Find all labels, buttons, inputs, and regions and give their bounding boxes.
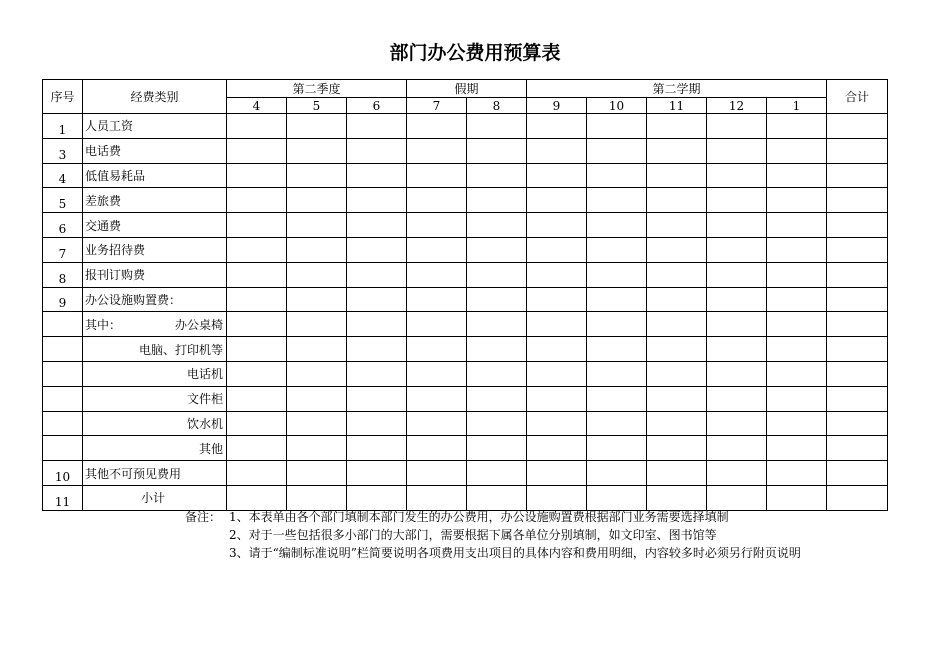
amount-cell[interactable] bbox=[587, 312, 647, 337]
amount-cell[interactable] bbox=[407, 188, 467, 213]
amount-cell[interactable] bbox=[767, 188, 827, 213]
amount-cell[interactable] bbox=[467, 287, 527, 312]
amount-cell[interactable] bbox=[407, 361, 467, 386]
group-header-semester: 第二学期 bbox=[527, 80, 827, 98]
amount-cell[interactable] bbox=[767, 337, 827, 362]
amount-cell[interactable] bbox=[227, 213, 287, 238]
amount-cell[interactable] bbox=[347, 138, 407, 163]
amount-cell[interactable] bbox=[407, 436, 467, 461]
month-header: 5 bbox=[287, 98, 347, 114]
amount-cell[interactable] bbox=[467, 386, 527, 411]
amount-cell[interactable] bbox=[767, 361, 827, 386]
amount-cell[interactable] bbox=[227, 237, 287, 262]
amount-cell[interactable] bbox=[707, 188, 767, 213]
row-label: 其他不可预见费用 bbox=[83, 461, 227, 486]
amount-cell[interactable] bbox=[527, 138, 587, 163]
notes-label: 备注： bbox=[185, 510, 222, 524]
table-row bbox=[43, 213, 888, 238]
row-number: 7 bbox=[43, 237, 83, 262]
amount-cell[interactable] bbox=[587, 436, 647, 461]
category-header: 经费类别 bbox=[83, 80, 227, 114]
amount-cell[interactable] bbox=[287, 361, 347, 386]
amount-cell[interactable] bbox=[287, 411, 347, 436]
amount-cell[interactable] bbox=[287, 262, 347, 287]
amount-cell[interactable] bbox=[587, 262, 647, 287]
amount-cell[interactable] bbox=[347, 485, 407, 510]
amount-cell[interactable] bbox=[227, 312, 287, 337]
row-number bbox=[43, 411, 83, 436]
amount-cell[interactable] bbox=[287, 237, 347, 262]
amount-cell[interactable] bbox=[347, 361, 407, 386]
amount-cell[interactable] bbox=[347, 287, 407, 312]
row-label: 电话费 bbox=[83, 138, 227, 163]
row-label: 交通费 bbox=[83, 213, 227, 238]
month-header: 6 bbox=[347, 98, 407, 114]
amount-cell[interactable] bbox=[227, 287, 287, 312]
amount-cell[interactable] bbox=[707, 237, 767, 262]
amount-cell[interactable] bbox=[707, 312, 767, 337]
row-number: 6 bbox=[43, 213, 83, 238]
amount-cell[interactable] bbox=[227, 188, 287, 213]
row-label: 人员工资 bbox=[83, 114, 227, 139]
row-number bbox=[43, 386, 83, 411]
row-label bbox=[83, 312, 227, 337]
amount-cell[interactable] bbox=[407, 262, 467, 287]
amount-cell[interactable] bbox=[647, 213, 707, 238]
amount-cell[interactable] bbox=[407, 386, 467, 411]
amount-cell[interactable] bbox=[227, 361, 287, 386]
amount-cell[interactable] bbox=[227, 411, 287, 436]
row-number: 4 bbox=[43, 163, 83, 188]
amount-cell[interactable] bbox=[347, 262, 407, 287]
amount-cell[interactable] bbox=[347, 436, 407, 461]
table-row bbox=[43, 386, 888, 411]
table-row bbox=[43, 138, 888, 163]
amount-cell[interactable] bbox=[407, 138, 467, 163]
row-prefix: 其中： bbox=[85, 317, 122, 332]
row-number: 1 bbox=[43, 114, 83, 139]
amount-cell[interactable] bbox=[647, 188, 707, 213]
amount-cell[interactable] bbox=[587, 114, 647, 139]
group-header-q2: 第二季度 bbox=[227, 80, 407, 98]
month-header: 9 bbox=[527, 98, 587, 114]
amount-cell[interactable] bbox=[707, 163, 767, 188]
amount-cell[interactable] bbox=[707, 436, 767, 461]
amount-cell[interactable] bbox=[227, 436, 287, 461]
amount-cell[interactable] bbox=[587, 163, 647, 188]
total-cell[interactable] bbox=[827, 262, 888, 287]
amount-cell[interactable] bbox=[767, 461, 827, 486]
amount-cell[interactable] bbox=[347, 411, 407, 436]
amount-cell[interactable] bbox=[407, 337, 467, 362]
table-row bbox=[43, 262, 888, 287]
table-row bbox=[43, 237, 888, 262]
amount-cell[interactable] bbox=[767, 138, 827, 163]
amount-cell[interactable] bbox=[407, 485, 467, 510]
row-number: 8 bbox=[43, 262, 83, 287]
amount-cell[interactable] bbox=[767, 312, 827, 337]
page-title: 部门办公费用预算表 bbox=[389, 42, 561, 64]
month-header: 4 bbox=[227, 98, 287, 114]
amount-cell[interactable] bbox=[587, 287, 647, 312]
amount-cell[interactable] bbox=[647, 337, 707, 362]
amount-cell[interactable] bbox=[587, 213, 647, 238]
row-label: 差旅费 bbox=[83, 188, 227, 213]
amount-cell[interactable] bbox=[347, 237, 407, 262]
amount-cell[interactable] bbox=[647, 138, 707, 163]
table-row bbox=[43, 411, 888, 436]
amount-cell[interactable] bbox=[767, 213, 827, 238]
amount-cell[interactable] bbox=[527, 337, 587, 362]
row-label: 文件柜 bbox=[83, 386, 227, 411]
total-cell[interactable] bbox=[827, 337, 888, 362]
amount-cell[interactable] bbox=[707, 337, 767, 362]
amount-cell[interactable] bbox=[527, 188, 587, 213]
amount-cell[interactable] bbox=[467, 436, 527, 461]
total-cell[interactable] bbox=[827, 386, 888, 411]
amount-cell[interactable] bbox=[527, 287, 587, 312]
amount-cell[interactable] bbox=[767, 114, 827, 139]
table-row bbox=[43, 114, 888, 139]
month-header: 8 bbox=[467, 98, 527, 114]
total-cell[interactable] bbox=[827, 361, 888, 386]
table-row bbox=[43, 163, 888, 188]
total-header: 合计 bbox=[827, 80, 888, 114]
amount-cell[interactable] bbox=[467, 485, 527, 510]
amount-cell[interactable] bbox=[647, 411, 707, 436]
amount-cell[interactable] bbox=[467, 213, 527, 238]
amount-cell[interactable] bbox=[287, 485, 347, 510]
amount-cell[interactable] bbox=[527, 262, 587, 287]
table-row bbox=[43, 461, 888, 486]
amount-cell[interactable] bbox=[707, 461, 767, 486]
amount-cell[interactable] bbox=[587, 188, 647, 213]
row-label: 电脑、打印机等 bbox=[83, 337, 227, 362]
amount-cell[interactable] bbox=[527, 361, 587, 386]
notes bbox=[185, 508, 801, 562]
amount-cell[interactable] bbox=[347, 386, 407, 411]
amount-cell[interactable] bbox=[287, 213, 347, 238]
group-header-holiday: 假期 bbox=[407, 80, 527, 98]
note-line: 2、对于一些包括很多小部门的大部门，需要根据下属各单位分别填制，如文印室、图书馆等 bbox=[229, 528, 717, 542]
month-header: 11 bbox=[647, 98, 707, 114]
amount-cell[interactable] bbox=[347, 213, 407, 238]
row-label: 业务招待费 bbox=[83, 237, 227, 262]
amount-cell[interactable] bbox=[467, 337, 527, 362]
month-header: 7 bbox=[407, 98, 467, 114]
amount-cell[interactable] bbox=[587, 386, 647, 411]
amount-cell[interactable] bbox=[467, 138, 527, 163]
row-label: 其他 bbox=[83, 436, 227, 461]
amount-cell[interactable] bbox=[707, 114, 767, 139]
amount-cell[interactable] bbox=[527, 411, 587, 436]
amount-cell[interactable] bbox=[767, 163, 827, 188]
amount-cell[interactable] bbox=[527, 436, 587, 461]
row-label: 报刊订购费 bbox=[83, 262, 227, 287]
total-cell[interactable] bbox=[827, 138, 888, 163]
amount-cell[interactable] bbox=[287, 337, 347, 362]
amount-cell[interactable] bbox=[467, 262, 527, 287]
table-row bbox=[43, 188, 888, 213]
amount-cell[interactable] bbox=[227, 262, 287, 287]
row-number: 10 bbox=[43, 461, 83, 486]
amount-cell[interactable] bbox=[587, 361, 647, 386]
amount-cell[interactable] bbox=[287, 163, 347, 188]
table-row bbox=[43, 287, 888, 312]
amount-cell[interactable] bbox=[467, 361, 527, 386]
total-cell[interactable] bbox=[827, 485, 888, 510]
amount-cell[interactable] bbox=[767, 262, 827, 287]
amount-cell[interactable] bbox=[227, 138, 287, 163]
amount-cell[interactable] bbox=[407, 461, 467, 486]
row-label-text: 办公桌椅 bbox=[174, 317, 223, 332]
row-number bbox=[43, 312, 83, 337]
budget-table bbox=[42, 79, 888, 511]
amount-cell[interactable] bbox=[227, 114, 287, 139]
amount-cell[interactable] bbox=[467, 237, 527, 262]
row-number bbox=[43, 361, 83, 386]
total-cell[interactable] bbox=[827, 287, 888, 312]
table-row bbox=[43, 337, 888, 362]
amount-cell[interactable] bbox=[287, 436, 347, 461]
amount-cell[interactable] bbox=[347, 312, 407, 337]
amount-cell[interactable] bbox=[467, 461, 527, 486]
amount-cell[interactable] bbox=[767, 237, 827, 262]
amount-cell[interactable] bbox=[527, 163, 587, 188]
amount-cell[interactable] bbox=[527, 237, 587, 262]
amount-cell[interactable] bbox=[527, 386, 587, 411]
row-number: 9 bbox=[43, 287, 83, 312]
row-label: 饮水机 bbox=[83, 411, 227, 436]
total-cell[interactable] bbox=[827, 188, 888, 213]
amount-cell[interactable] bbox=[287, 138, 347, 163]
amount-cell[interactable] bbox=[347, 461, 407, 486]
amount-cell[interactable] bbox=[647, 386, 707, 411]
amount-cell[interactable] bbox=[347, 188, 407, 213]
amount-cell[interactable] bbox=[467, 163, 527, 188]
amount-cell[interactable] bbox=[587, 485, 647, 510]
amount-cell[interactable] bbox=[287, 312, 347, 337]
amount-cell[interactable] bbox=[647, 237, 707, 262]
row-number: 11 bbox=[43, 485, 83, 510]
total-cell[interactable] bbox=[827, 411, 888, 436]
amount-cell[interactable] bbox=[287, 114, 347, 139]
amount-cell[interactable] bbox=[767, 411, 827, 436]
total-cell[interactable] bbox=[827, 163, 888, 188]
month-header: 12 bbox=[707, 98, 767, 114]
table-row bbox=[43, 312, 888, 337]
amount-cell[interactable] bbox=[647, 436, 707, 461]
amount-cell[interactable] bbox=[407, 237, 467, 262]
amount-cell[interactable] bbox=[647, 287, 707, 312]
total-cell[interactable] bbox=[827, 461, 888, 486]
amount-cell[interactable] bbox=[527, 461, 587, 486]
total-cell[interactable] bbox=[827, 312, 888, 337]
amount-cell[interactable] bbox=[707, 411, 767, 436]
amount-cell[interactable] bbox=[587, 461, 647, 486]
amount-cell[interactable] bbox=[467, 411, 527, 436]
row-number: 5 bbox=[43, 188, 83, 213]
amount-cell[interactable] bbox=[527, 485, 587, 510]
amount-cell[interactable] bbox=[767, 436, 827, 461]
row-label: 办公设施购置费： bbox=[83, 287, 227, 312]
amount-cell[interactable] bbox=[407, 287, 467, 312]
amount-cell[interactable] bbox=[407, 411, 467, 436]
table-row bbox=[43, 361, 888, 386]
amount-cell[interactable] bbox=[647, 262, 707, 287]
amount-cell[interactable] bbox=[227, 461, 287, 486]
amount-cell[interactable] bbox=[347, 163, 407, 188]
amount-cell[interactable] bbox=[587, 237, 647, 262]
total-cell[interactable] bbox=[827, 114, 888, 139]
amount-cell[interactable] bbox=[647, 361, 707, 386]
amount-cell[interactable] bbox=[467, 188, 527, 213]
amount-cell[interactable] bbox=[287, 188, 347, 213]
total-cell[interactable] bbox=[827, 436, 888, 461]
row-number: 3 bbox=[43, 138, 83, 163]
month-header: 1 bbox=[767, 98, 827, 114]
table-row bbox=[43, 485, 888, 510]
note-line: 1、本表单由各个部门填制本部门发生的办公费用，办公设施购置费根据部门业务需要选择填制 bbox=[229, 510, 729, 524]
amount-cell[interactable] bbox=[407, 114, 467, 139]
amount-cell[interactable] bbox=[767, 287, 827, 312]
row-label: 小计 bbox=[83, 485, 227, 510]
row-number bbox=[43, 337, 83, 362]
amount-cell[interactable] bbox=[707, 287, 767, 312]
amount-cell[interactable] bbox=[707, 361, 767, 386]
amount-cell[interactable] bbox=[467, 312, 527, 337]
row-label: 低值易耗品 bbox=[83, 163, 227, 188]
amount-cell[interactable] bbox=[707, 386, 767, 411]
amount-cell[interactable] bbox=[287, 461, 347, 486]
amount-cell[interactable] bbox=[407, 163, 467, 188]
amount-cell[interactable] bbox=[587, 138, 647, 163]
amount-cell[interactable] bbox=[707, 213, 767, 238]
amount-cell[interactable] bbox=[227, 337, 287, 362]
amount-cell[interactable] bbox=[527, 114, 587, 139]
table-row bbox=[43, 436, 888, 461]
amount-cell[interactable] bbox=[707, 138, 767, 163]
amount-cell[interactable] bbox=[467, 114, 527, 139]
amount-cell[interactable] bbox=[407, 213, 467, 238]
row-label: 电话机 bbox=[83, 361, 227, 386]
amount-cell[interactable] bbox=[767, 485, 827, 510]
seq-header: 序号 bbox=[43, 80, 83, 114]
amount-cell[interactable] bbox=[347, 337, 407, 362]
amount-cell[interactable] bbox=[227, 485, 287, 510]
amount-cell[interactable] bbox=[587, 337, 647, 362]
note-line: 3、请于“编制标准说明”栏简要说明各项费用支出项目的具体内容和费用明细，内容较多时必须另行附页说明 bbox=[229, 546, 801, 560]
row-number bbox=[43, 436, 83, 461]
amount-cell[interactable] bbox=[767, 386, 827, 411]
total-cell[interactable] bbox=[827, 213, 888, 238]
amount-cell[interactable] bbox=[587, 411, 647, 436]
total-cell[interactable] bbox=[827, 237, 888, 262]
amount-cell[interactable] bbox=[227, 386, 287, 411]
amount-cell[interactable] bbox=[647, 163, 707, 188]
amount-cell[interactable] bbox=[647, 312, 707, 337]
amount-cell[interactable] bbox=[527, 213, 587, 238]
amount-cell[interactable] bbox=[527, 312, 587, 337]
amount-cell[interactable] bbox=[647, 114, 707, 139]
amount-cell[interactable] bbox=[407, 312, 467, 337]
amount-cell[interactable] bbox=[647, 485, 707, 510]
amount-cell[interactable] bbox=[707, 262, 767, 287]
amount-cell[interactable] bbox=[287, 287, 347, 312]
amount-cell[interactable] bbox=[347, 114, 407, 139]
amount-cell[interactable] bbox=[707, 485, 767, 510]
amount-cell[interactable] bbox=[287, 386, 347, 411]
amount-cell[interactable] bbox=[227, 163, 287, 188]
month-header: 10 bbox=[587, 98, 647, 114]
amount-cell[interactable] bbox=[647, 461, 707, 486]
